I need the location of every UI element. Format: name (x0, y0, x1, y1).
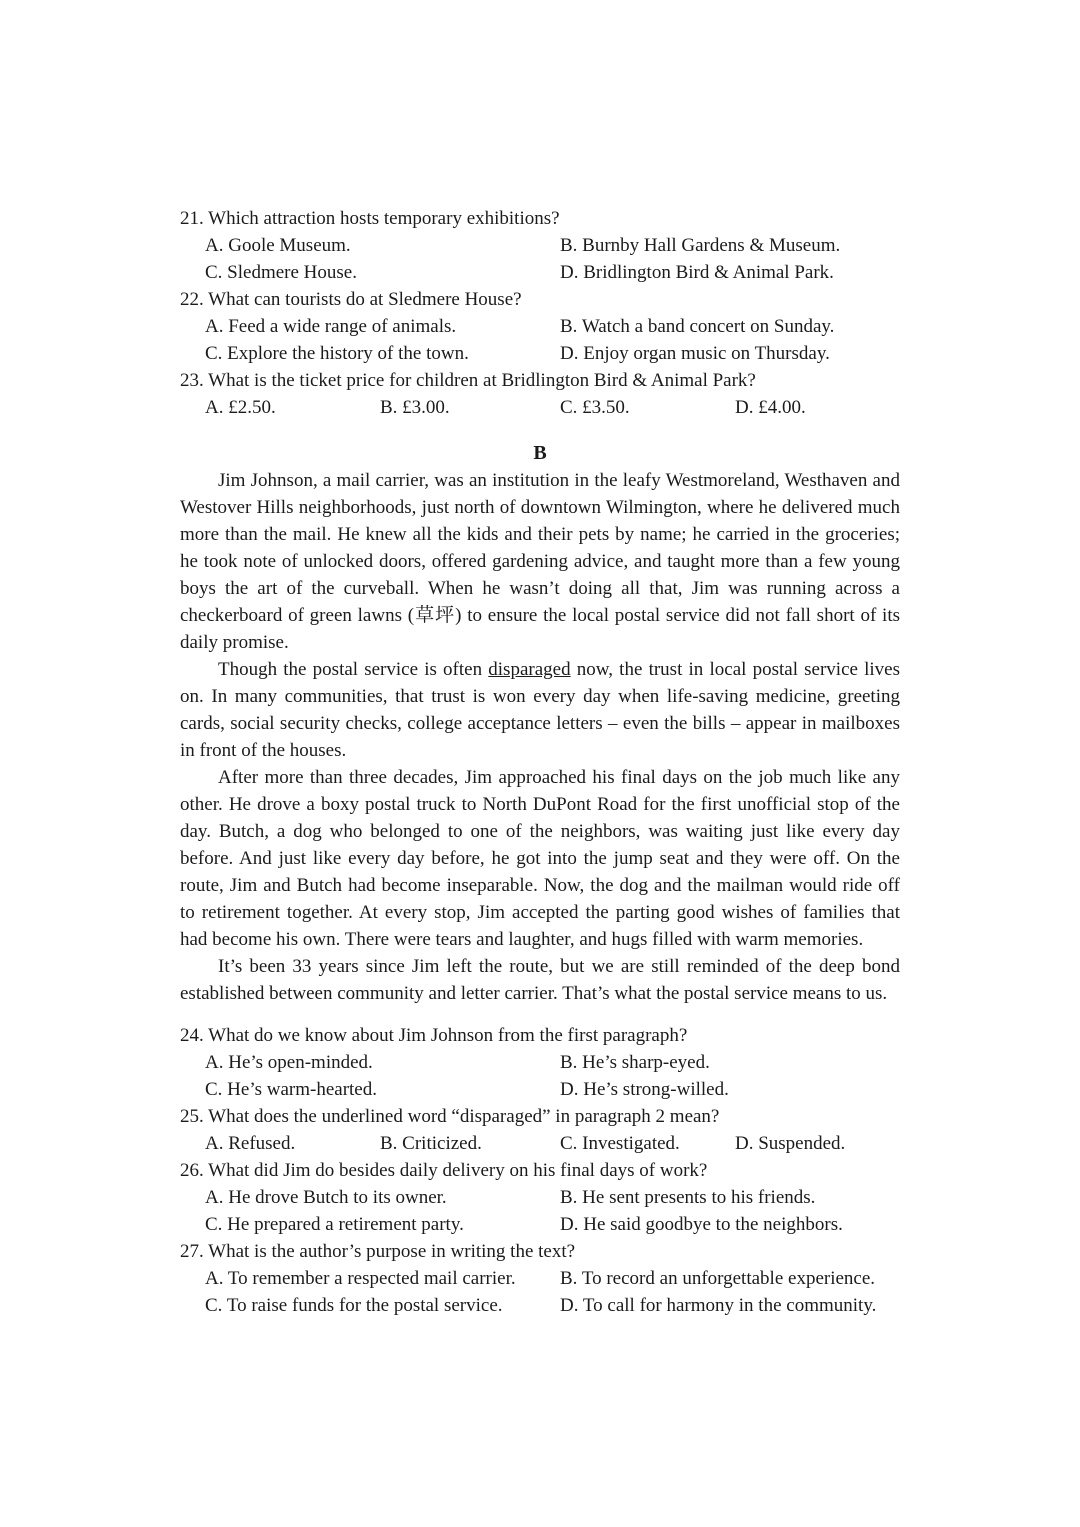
reading-passage (180, 467, 900, 1007)
options-row (180, 1049, 900, 1103)
option-a: A. Refused. (205, 1133, 296, 1154)
option-a: A. Goole Museum. (205, 235, 351, 256)
option-a: A. Feed a wide range of animals. (205, 316, 457, 337)
option-c: C. £3.50. (560, 397, 630, 418)
passage-paragraph-1: Jim Johnson, a mail carrier, was an institution in the leafy Westmoreland, Westhaven and Westover Hills neighborhoods, just north of downtown Wilmington, where he delivered much more than the mail. He knew all the kids and their pets by name; he carried in the groceries; he took note of unlocked doors, offered gardening advice, and taught more than a few young boys the art of the curveball. When he wasn’t doing all that, Jim was running across a checkerboard of green lawns (草坪) to ensure the local postal service did not fall short of its daily promise. (180, 470, 900, 653)
section-b-header: B (533, 442, 547, 464)
option-c: C. Sledmere House. (205, 262, 357, 283)
option-c: C. Explore the history of the town. (205, 343, 469, 364)
option-b: B. To record an unforgettable experience. (560, 1268, 876, 1289)
option-b: B. Burnby Hall Gardens & Museum. (560, 235, 841, 256)
option-b: B. £3.00. (380, 397, 450, 418)
option-d: D. Bridlington Bird & Animal Park. (560, 262, 834, 283)
option-b: B. He’s sharp-eyed. (560, 1052, 710, 1073)
option-c: C. To raise funds for the postal service. (205, 1295, 503, 1316)
options-row (180, 1265, 900, 1319)
option-a: A. He’s open-minded. (205, 1052, 373, 1073)
option-d: D. He said goodbye to the neighbors. (560, 1214, 843, 1235)
option-a: A. He drove Butch to its owner. (205, 1187, 447, 1208)
option-d: D. Enjoy organ music on Thursday. (560, 343, 830, 364)
options-row (180, 232, 900, 286)
question-prompt: 23. What is the ticket price for children at Bridlington Bird & Animal Park? (180, 370, 756, 391)
option-d: D. £4.00. (735, 397, 806, 418)
question-block-23 (180, 367, 900, 421)
question-prompt: 22. What can tourists do at Sledmere House? (180, 289, 522, 310)
question-block-21 (180, 205, 900, 286)
option-d: D. He’s strong-willed. (560, 1079, 729, 1100)
option-b: B. Watch a band concert on Sunday. (560, 316, 835, 337)
option-a: A. £2.50. (205, 397, 276, 418)
options-row (180, 313, 900, 367)
options-row (180, 1130, 900, 1157)
option-b: B. Criticized. (380, 1133, 482, 1154)
passage-paragraph-4: It’s been 33 years since Jim left the route, but we are still reminded of the deep bond established between community and letter carrier. That’s what the postal service means to us. (180, 956, 900, 1004)
question-prompt: 27. What is the author’s purpose in writing the text? (180, 1241, 576, 1262)
option-c: C. He’s warm-hearted. (205, 1079, 377, 1100)
question-prompt: 26. What did Jim do besides daily delivery on his final days of work? (180, 1160, 708, 1181)
question-block-25 (180, 1103, 900, 1157)
question-block-24 (180, 1022, 900, 1103)
passage-paragraph-3: After more than three decades, Jim approached his final days on the job much like any other. He drove a boxy postal truck to North DuPont Road for the first unofficial stop of the day. Butch, a dog who belonged to one of the neighbors, was waiting just like every day before. And just like every day before, he got into the jump seat and they were off. On the route, Jim and Butch had become inseparable. Now, the dog and the mailman would ride off to retirement together. At every stop, Jim accepted the parting good wishes of families that had become his own. There were tears and laughter, and hugs filled with warm memories. (180, 767, 900, 950)
comprehension-questions (180, 1022, 900, 1319)
option-b: B. He sent presents to his friends. (560, 1187, 816, 1208)
question-prompt: 25. What does the underlined word “disparaged” in paragraph 2 mean? (180, 1106, 720, 1127)
question-block-26 (180, 1157, 900, 1238)
paragraph-2-text-after: now, the trust in local postal service lives on. In many communities, that trust is won every day when life-saving medicine, greeting cards, social security checks, college acceptance letters – even the bills – appear in mailboxes in front of the houses. (180, 659, 901, 761)
options-row (180, 394, 900, 421)
paragraph-2-text-before: Though the postal service is often (218, 659, 489, 680)
underlined-word-disparaged: disparaged (488, 659, 571, 680)
option-a: A. To remember a respected mail carrier. (205, 1268, 516, 1289)
question-block-22 (180, 286, 900, 367)
question-prompt: 24. What do we know about Jim Johnson from the first paragraph? (180, 1025, 688, 1046)
question-block-27 (180, 1238, 900, 1319)
options-row (180, 1184, 900, 1238)
option-d: D. Suspended. (735, 1133, 846, 1154)
option-c: C. Investigated. (560, 1133, 680, 1154)
option-c: C. He prepared a retirement party. (205, 1214, 464, 1235)
question-prompt: 21. Which attraction hosts temporary exhibitions? (180, 208, 560, 229)
option-d: D. To call for harmony in the community. (560, 1295, 877, 1316)
passage-paragraph-2 (180, 656, 900, 764)
